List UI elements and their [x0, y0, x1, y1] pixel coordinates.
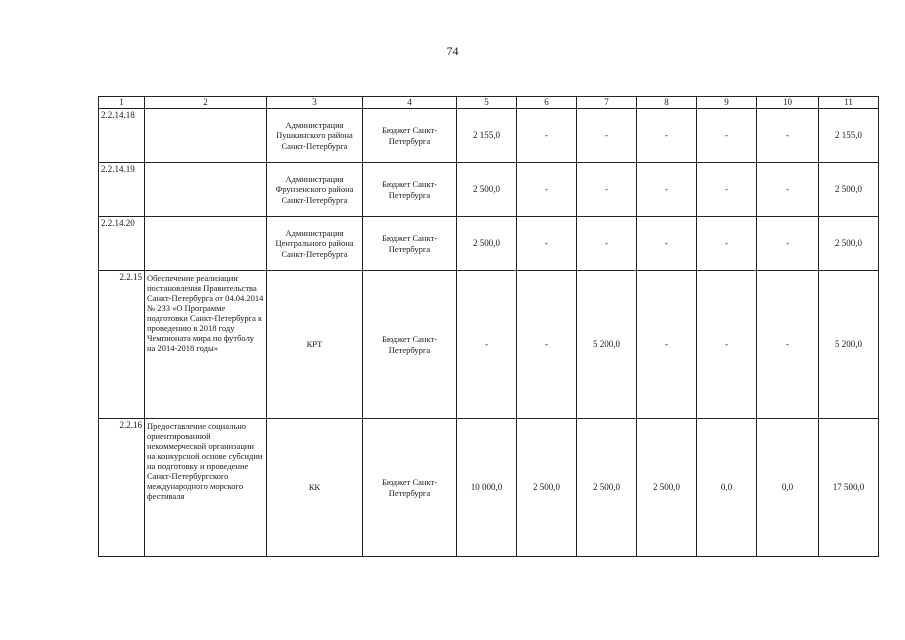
- row-value: -: [757, 109, 819, 163]
- row-code: 2.2.15: [99, 271, 145, 419]
- column-header: 3: [267, 97, 363, 109]
- row-total: 2 500,0: [819, 217, 879, 271]
- column-header: 8: [637, 97, 697, 109]
- row-executor: Администрация Пушкинского района Санкт-Петербурга: [267, 109, 363, 163]
- column-header: 10: [757, 97, 819, 109]
- row-executor: КК: [267, 419, 363, 557]
- column-header: 7: [577, 97, 637, 109]
- row-value: -: [757, 271, 819, 419]
- page-number: 74: [446, 44, 459, 58]
- row-value: -: [757, 163, 819, 217]
- row-value: -: [697, 271, 757, 419]
- row-funding-source: Бюджет Санкт-Петербурга: [363, 109, 457, 163]
- column-header: 11: [819, 97, 879, 109]
- column-header: 6: [517, 97, 577, 109]
- row-funding-source: Бюджет Санкт-Петербурга: [363, 217, 457, 271]
- row-value: 2 500,0: [457, 163, 517, 217]
- row-value: 0,0: [757, 419, 819, 557]
- row-funding-source: Бюджет Санкт-Петербурга: [363, 163, 457, 217]
- row-total: 2 500,0: [819, 163, 879, 217]
- row-value: 0,0: [697, 419, 757, 557]
- table-row: [99, 271, 879, 419]
- row-code: 2.2.14.19: [99, 163, 145, 217]
- row-value: -: [517, 217, 577, 271]
- row-value: -: [517, 271, 577, 419]
- row-description: Предоставление социально ориентированной некоммерческой организации на конкурсной основе субсидии на подготовку и проведение Санкт-Петербургского международного морского фестиваля: [145, 419, 267, 557]
- table-row: [99, 217, 879, 271]
- row-value: -: [757, 217, 819, 271]
- table-row: [99, 419, 879, 557]
- row-value: 2 155,0: [457, 109, 517, 163]
- table-row: [99, 163, 879, 217]
- row-total: 2 155,0: [819, 109, 879, 163]
- row-value: 5 200,0: [577, 271, 637, 419]
- row-funding-source: Бюджет Санкт-Петербурга: [363, 271, 457, 419]
- table-row: [99, 109, 879, 163]
- row-value: -: [517, 163, 577, 217]
- column-header: 2: [145, 97, 267, 109]
- row-value: 2 500,0: [517, 419, 577, 557]
- row-executor: Администрация Центрального района Санкт-Петербурга: [267, 217, 363, 271]
- row-executor: Администрация Фрунзенского района Санкт-Петербурга: [267, 163, 363, 217]
- row-value: -: [577, 217, 637, 271]
- row-value: -: [637, 271, 697, 419]
- row-description: [145, 109, 267, 163]
- row-value: -: [637, 163, 697, 217]
- row-value: 2 500,0: [637, 419, 697, 557]
- row-code: 2.2.14.20: [99, 217, 145, 271]
- row-value: -: [697, 163, 757, 217]
- row-code: 2.2.16: [99, 419, 145, 557]
- row-total: 5 200,0: [819, 271, 879, 419]
- row-value: -: [637, 217, 697, 271]
- row-value: -: [517, 109, 577, 163]
- row-description: [145, 217, 267, 271]
- row-value: 2 500,0: [457, 217, 517, 271]
- budget-table: [98, 96, 879, 557]
- row-value: -: [637, 109, 697, 163]
- row-value: 10 000,0: [457, 419, 517, 557]
- row-value: -: [457, 271, 517, 419]
- row-description: [145, 163, 267, 217]
- row-value: 2 500,0: [577, 419, 637, 557]
- row-value: -: [697, 217, 757, 271]
- column-header: 4: [363, 97, 457, 109]
- column-header: 5: [457, 97, 517, 109]
- column-header: 9: [697, 97, 757, 109]
- table-header-row: [99, 97, 879, 109]
- row-funding-source: Бюджет Санкт-Петербурга: [363, 419, 457, 557]
- row-value: -: [697, 109, 757, 163]
- row-executor: КРТ: [267, 271, 363, 419]
- row-value: -: [577, 109, 637, 163]
- row-total: 17 500,0: [819, 419, 879, 557]
- column-header: 1: [99, 97, 145, 109]
- row-code: 2.2.14.18: [99, 109, 145, 163]
- row-value: -: [577, 163, 637, 217]
- row-description: Обеспечение реализации постановления Правительства Санкт-Петербурга от 04.04.2014 № 233 «О Программе подготовки Санкт-Петербурга к проведению в 2018 году Чемпионата мира по футболу на 2014-2018 годы»: [145, 271, 267, 419]
